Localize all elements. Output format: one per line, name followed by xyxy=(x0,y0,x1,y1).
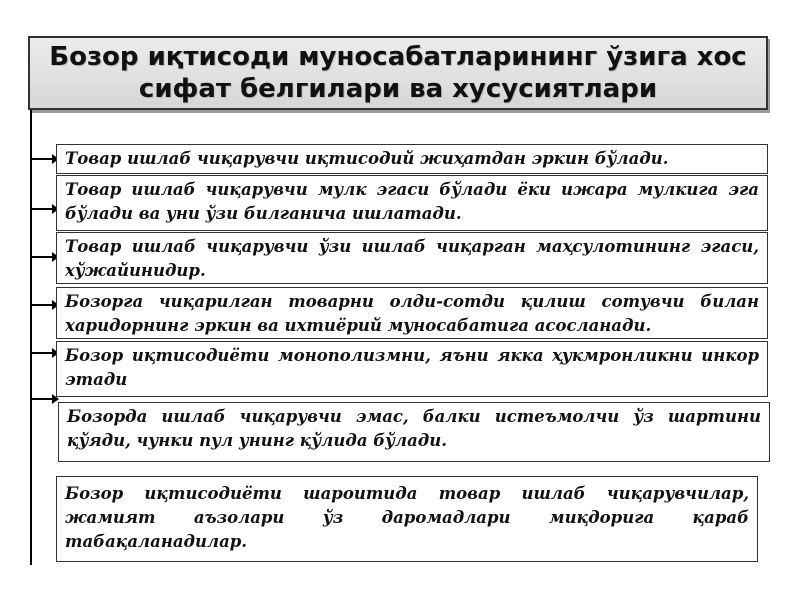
diagram-title: Бозор иқтисоди муносабатларининг ўзига хос сифат белгилари ва хусусиятлари xyxy=(49,42,747,104)
connector-spine xyxy=(30,110,32,565)
feature-text-7: Бозор иқтисодиёти шароитида товар ишлаб чиқарувчилар, жамият аъзолари ўз даромадлари миқдорига қараб табақаланадилар. xyxy=(65,484,749,551)
arrow-5 xyxy=(31,352,53,354)
arrow-2 xyxy=(31,208,53,210)
feature-box-1 xyxy=(56,144,768,174)
arrow-4 xyxy=(31,304,53,306)
feature-text-4: Бозорга чиқарилган товарни олди-сотди қилиш сотувчи билан харидорнинг эркин ва ихтиёрий муносабатига асосланади. xyxy=(65,292,759,335)
feature-box-2 xyxy=(56,175,768,231)
feature-box-6 xyxy=(58,402,770,462)
feature-box-3 xyxy=(56,232,768,284)
feature-box-4 xyxy=(56,287,768,339)
feature-text-1: Товар ишлаб чиқарувчи иқтисодий жиҳатдан эркин бўлади. xyxy=(65,149,669,168)
feature-text-6: Бозорда ишлаб чиқарувчи эмас, балки истеъмолчи ўз шартини қўяди, чунки пул унинг қўлида бўлади. xyxy=(67,407,761,450)
feature-box-5 xyxy=(56,341,768,397)
feature-text-3: Товар ишлаб чиқарувчи ўзи ишлаб чиқарган маҳсулотининг эгаси, хўжайинидир. xyxy=(65,237,759,280)
arrow-3 xyxy=(31,256,53,258)
feature-box-7 xyxy=(56,476,758,562)
title-box xyxy=(28,36,768,110)
feature-text-2: Товар ишлаб чиқарувчи мулк эгаси бўлади ёки ижара мулкига эга бўлади ва уни ўзи билганича ишлатади. xyxy=(65,180,759,223)
arrow-1 xyxy=(31,158,53,160)
arrow-6 xyxy=(31,398,53,400)
feature-text-5: Бозор иқтисодиёти монополизмни, яъни якка ҳукмронликни инкор этади xyxy=(65,346,759,389)
